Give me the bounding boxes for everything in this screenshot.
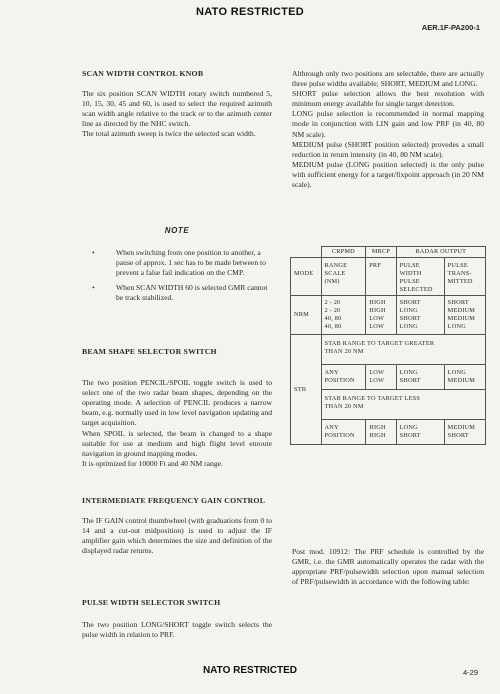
if-gain-paragraph: The IF GAIN control thumbwheel (with graduations from 0 to 14 and a cut-out midposition) is used to adjust the IF amplifier gain which determines the size and definition of the displayed radar returns.: [82, 516, 272, 556]
nrm-scale-values: 2 - 20 2 - 20 40, 80 40, 80: [321, 296, 366, 335]
beam-shape-title: BEAM SHAPE SELECTOR SWITCH: [82, 347, 217, 356]
footer-classification: NATO RESTRICTED: [202, 665, 298, 676]
bullet-icon: •: [92, 248, 95, 257]
nrm-transmitted-values: SHORT MEDIUM MEDIUM LONG: [444, 296, 485, 335]
note-heading: NOTE: [164, 226, 190, 235]
nrm-selected-values: SHORT LONG SHORT LONG: [396, 296, 444, 335]
page-number: 4-29: [462, 668, 478, 677]
left-column-upper: [82, 69, 272, 140]
stb-mode: STB: [291, 335, 322, 445]
right-column-lower: [292, 547, 484, 587]
stb-greater-prf: LOW LOW: [366, 365, 396, 390]
pulse-paragraph-2: SHORT pulse selection allows the best resolution with minimum energy available for single target detection.: [292, 89, 484, 109]
prf-label: PRF: [366, 258, 396, 296]
stb-less-prf: HIGH HIGH: [366, 420, 396, 445]
post-mod-paragraph: Post mod. 10912: The PRF schedule is controlled by the GMR, i.e. the GMR automatically operates the radar with the appropriate PRF/pulsewidth selection upon manual selection of PRF/pulsewidth in accordance with the following table:: [292, 547, 484, 587]
pulse-transmitted-label: PULSE TRANS- MITTED: [444, 258, 485, 296]
pulse-selected-label: PULSE SELECTED: [399, 278, 433, 293]
bullet-item-2: [92, 283, 272, 303]
pulse-paragraph-3: LONG pulse selection is recommended in normal mapping mode in conjunction with LIN gain and low PRF (in 40, 80 NM scale).: [292, 109, 484, 139]
header-mrcp: MRCP: [366, 247, 396, 258]
bullet-text-2: When SCAN WIDTH 60 is selected GMR cannot be track stabilized.: [116, 283, 268, 303]
left-column-if: [82, 496, 272, 556]
bullet-text-1: When switching from one position to another, a pause of approx. 1 sec has to be made between to prevent a false fail indication on the CMP.: [116, 248, 266, 278]
pulse-paragraph-1: Althrough only two positions are selectable, there are actually three pulse widths available; SHORT, MEDIUM and LONG.: [292, 69, 484, 89]
pulse-width-selected-label: [396, 258, 444, 296]
pulse-width-title: PULSE WIDTH SELECTOR SWITCH: [82, 598, 221, 607]
bullet-icon: •: [92, 283, 95, 292]
range-scale-label: [321, 258, 366, 296]
if-gain-title: INTERMEDIATE FREQUENCY GAIN CONTROL: [82, 496, 266, 505]
right-column-upper: [292, 69, 484, 190]
scan-width-title: SCAN WIDTH CONTROL KNOB: [82, 69, 204, 78]
table-subheader-row: [291, 258, 486, 296]
scan-width-paragraph-2: The total azimuth sweep is twice the selected scan width.: [82, 129, 256, 139]
pulse-width-label: PULSE WIDTH: [399, 262, 422, 277]
beam-paragraph-2: When SPOIL is selected, the beam is changed to a shape suitable for use at medium and high flight level enroute navigation in ground mapping modes.: [82, 428, 272, 458]
stb-greater-position: ANY POSITION: [321, 365, 366, 390]
beam-paragraph-1: The two position PENCIL/SPOIL toggle switch is used to select one of the two radar beam shapes, depending on the operating mode. A selection of PENCIL produces a narrow beam, e.g. normally used in low level navigation updating and target acquisition.: [82, 378, 272, 428]
beam-paragraph-3: It is optimized for 10000 Ft and 40 NM range.: [82, 458, 223, 468]
prf-schedule-table: [290, 246, 486, 445]
nrm-prf-values: HIGH HIGH LOW LOW: [366, 296, 396, 335]
pulse-width-paragraph: The two position LONG/SHORT toggle switch selects the pulse width in relation to PRF.: [82, 620, 272, 640]
table-row-nrm: [291, 296, 486, 335]
table-header-row: [291, 247, 486, 258]
header-classification: NATO RESTRICTED: [196, 6, 304, 18]
pulse-paragraph-4: MEDIUM pulse (SHORT position selected) provedes a small reduction in return intensity (in 40, 80 NM scale).: [292, 139, 484, 159]
nrm-mode: NRM: [291, 296, 322, 335]
table-row-stb-greater-heading: [291, 335, 486, 365]
stb-greater-transmitted: LONG MEDIUM: [444, 365, 485, 390]
scale-label: SCALE (NM): [324, 270, 346, 285]
stb-greater-selected: LONG SHORT: [396, 365, 444, 390]
range-label: RANGE: [324, 262, 348, 269]
left-column-pulse: [82, 598, 272, 640]
stb-less-transmitted: MEDIUM SHORT: [444, 420, 485, 445]
stb-less-selected: LONG SHORT: [396, 420, 444, 445]
pulse-paragraph-5: MEDIUM pulse (LONG position selected) is the only pulse with sufficient energy for a target/fixpoint approach (in 20 NM scale).: [292, 159, 484, 190]
scan-width-paragraph-1: The six position SCAN WIDTH rotary switch numbered 5, 10, 15, 30, 45 and 60, is used to select the required azimuth scan width angle relative to the track or to the azimuth center line as directed by the NHC switch.: [82, 89, 272, 129]
bullet-item-1: [92, 248, 272, 278]
stb-less-position: ANY POSITION: [321, 420, 366, 445]
document-reference: AER.1F-PA200-1: [421, 23, 480, 32]
left-column-beam: [82, 347, 272, 469]
header-crpmd: CRPMD: [321, 247, 366, 258]
stb-greater-condition: STAB RANGE TO TARGET GREATER THAN 20 NM: [321, 335, 486, 365]
mode-label: MODE: [291, 258, 322, 296]
stb-less-condition: STAB RANGE TO TARGET LESS THAN 20 NM: [321, 390, 486, 420]
header-radar-output: RADAR OUTPUT: [396, 247, 485, 258]
